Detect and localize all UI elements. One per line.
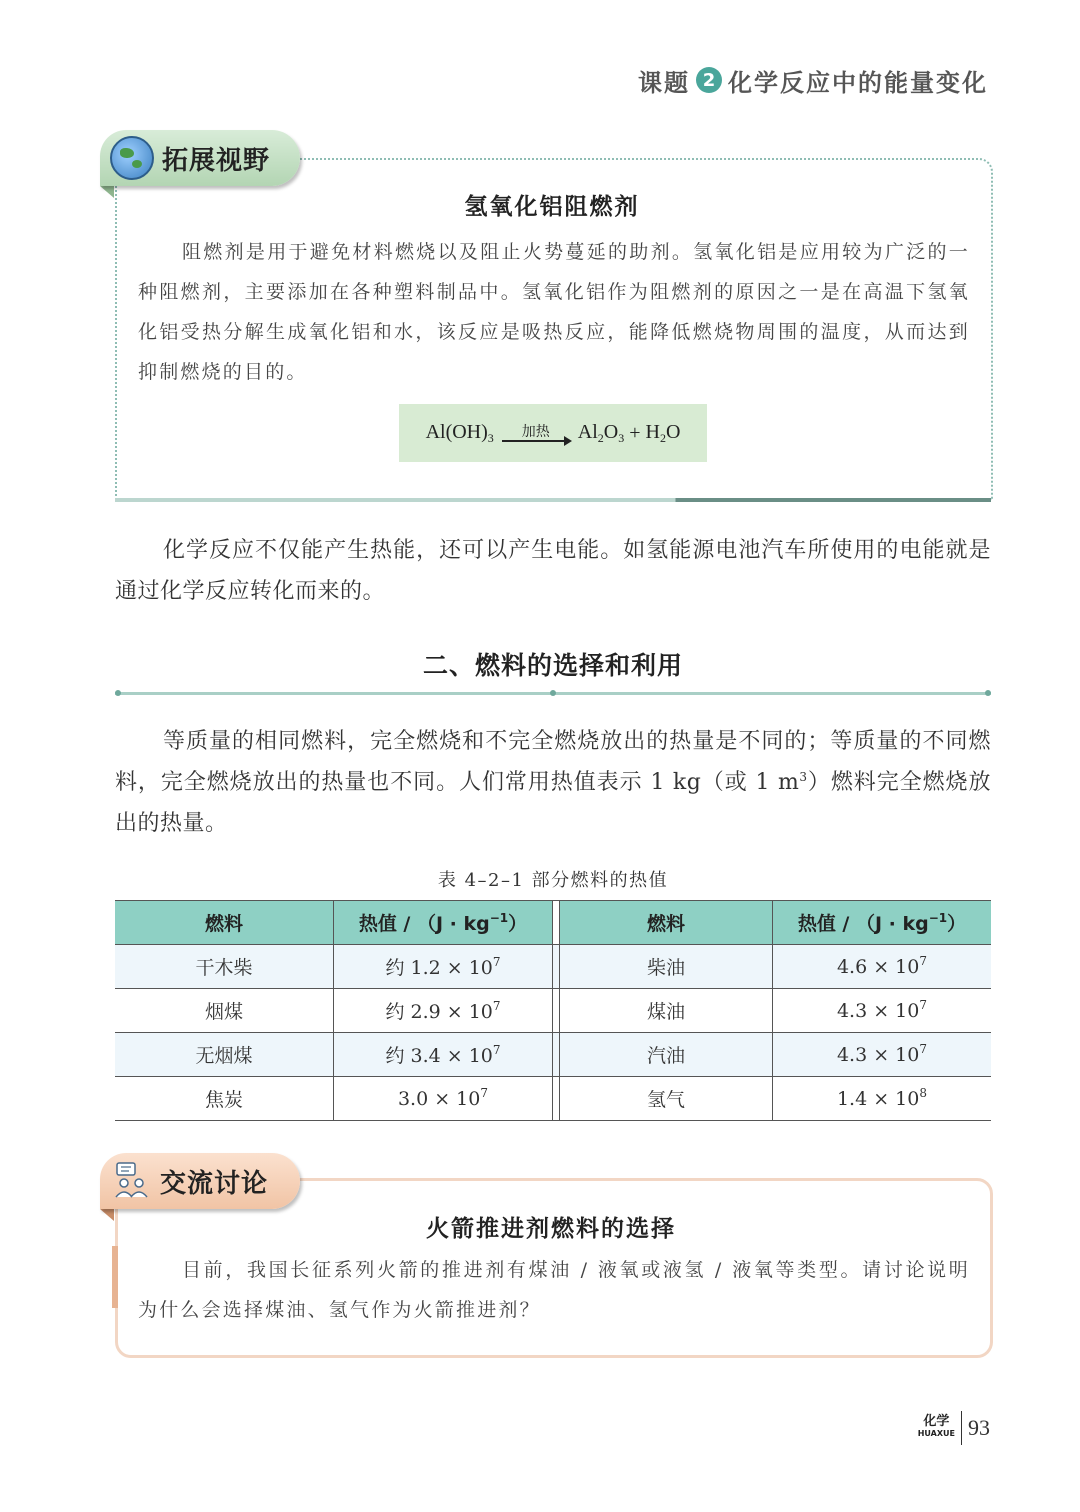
eq-reactant: $Al(OH)_3$ — [425, 420, 494, 445]
header-title: 化学反应中的能量变化 — [728, 68, 988, 97]
rule-dot — [985, 690, 991, 696]
eq-arrow — [502, 424, 570, 442]
people-discussion-icon — [112, 1161, 152, 1201]
table-gap — [553, 1077, 560, 1121]
table-gap — [553, 1033, 560, 1077]
eq-product-alumina: $Al_2O_3$ — [577, 420, 625, 445]
footer-divider — [961, 1411, 962, 1445]
table-row — [115, 1033, 991, 1077]
header-prefix: 课题 — [638, 68, 690, 97]
table-caption: 表 4–2–1 部分燃料的热值 — [437, 870, 669, 891]
discussion-paragraph: 目前，我国长征系列火箭的推进剂有煤油 / 液氧或液氢 / 液氧等类型。请讨论说明为什么会选择煤油、氢气作为火箭推进剂？ — [138, 1259, 970, 1321]
table-header-row — [115, 901, 991, 945]
header-value-left: 热值 / $(J \cdot kg^{-1})$ — [334, 901, 553, 945]
subject-name: 化学 — [923, 1414, 950, 1429]
fuel-cell: 煤油 — [560, 989, 773, 1033]
discussion-banner-label: 交流讨论 — [160, 1168, 269, 1199]
fuel-cell: 焦炭 — [115, 1077, 334, 1121]
table-gap — [553, 989, 560, 1033]
extension-title: 氢氧化铝阻燃剂 — [464, 193, 640, 220]
eq-product-water: $H_2O$ — [645, 420, 681, 445]
page-number: 93 — [968, 1415, 990, 1440]
table-gap — [553, 945, 560, 989]
extension-box-bottom-rule — [115, 498, 991, 502]
table-row — [115, 945, 991, 989]
table-gap — [553, 901, 560, 945]
subject-pinyin: HUAXUE — [917, 1429, 955, 1438]
value-cell: $1.4 \times 10^8$ — [773, 1077, 992, 1121]
value-cell: $3.0 \times 10^7$ — [334, 1077, 553, 1121]
section-rule — [115, 692, 991, 695]
eq-plus: + — [624, 421, 646, 444]
value-cell: 约 $1.2 \times 10^7$ — [334, 945, 553, 989]
body-paragraph-2: 等质量的相同燃料，完全燃烧和不完全燃烧放出的热量是不同的；等质量的不同燃料，完全燃烧放出的热量也不同。人们常用热值表示 1 kg（或 1 $m^3$）燃料完全燃烧放出的热量。 — [115, 729, 991, 836]
section-title: 二、燃料的选择和利用 — [422, 651, 683, 680]
header-value-right: 热值 / $(J \cdot kg^{-1})$ — [773, 901, 992, 945]
value-cell: $4.6 \times 10^7$ — [773, 945, 992, 989]
fuel-cell: 烟煤 — [115, 989, 334, 1033]
discussion-side-accent — [112, 1246, 118, 1308]
subject-label — [918, 1416, 955, 1440]
fuel-cell: 干木柴 — [115, 945, 334, 989]
discussion-title: 火箭推进剂燃料的选择 — [426, 1215, 676, 1242]
value-cell: $4.3 \times 10^7$ — [773, 989, 992, 1033]
discussion-banner — [100, 1153, 300, 1209]
value-cell: 约 $3.4 \times 10^7$ — [334, 1033, 553, 1077]
fuel-heat-value-table — [115, 900, 991, 1121]
table-row — [115, 989, 991, 1033]
fuel-cell: 氢气 — [560, 1077, 773, 1121]
extension-banner — [100, 130, 300, 186]
table-row — [115, 1077, 991, 1121]
extension-banner-tail — [100, 186, 114, 198]
extension-banner-label: 拓展视野 — [162, 145, 271, 176]
extension-paragraph: 阻燃剂是用于避免材料燃烧以及阻止火势蔓延的助剂。氢氧化铝是应用较为广泛的一种阻燃剂，主要添加在各种塑料制品中。氢氧化铝作为阻燃剂的原因之一是在高温下氢氧化铝受热分解生成氧化铝和水，该反应是吸热反应，能降低燃烧物周围的温度，从而达到抑制燃烧的目的。 — [138, 241, 970, 383]
value-cell: 约 $2.9 \times 10^7$ — [334, 989, 553, 1033]
rule-dot — [115, 690, 121, 696]
rule-dot — [550, 690, 556, 696]
discussion-banner-tail — [100, 1209, 114, 1221]
fuel-cell: 汽油 — [560, 1033, 773, 1077]
body-paragraph-1: 化学反应不仅能产生热能，还可以产生电能。如氢能源电池汽车所使用的电能就是通过化学反应转化而来的。 — [115, 538, 991, 604]
fuel-cell: 柴油 — [560, 945, 773, 989]
chemical-equation — [399, 404, 707, 462]
fuel-cell: 无烟煤 — [115, 1033, 334, 1077]
value-cell: $4.3 \times 10^7$ — [773, 1033, 992, 1077]
arrow-right-icon — [502, 440, 570, 442]
eq-condition: 加热 — [521, 424, 550, 440]
header-fuel-right: 燃料 — [560, 901, 773, 945]
lesson-number-badge: 2 — [696, 67, 722, 93]
globe-icon — [110, 136, 154, 180]
page-footer — [918, 1410, 990, 1446]
header-fuel-left: 燃料 — [115, 901, 334, 945]
chapter-header — [638, 62, 988, 98]
